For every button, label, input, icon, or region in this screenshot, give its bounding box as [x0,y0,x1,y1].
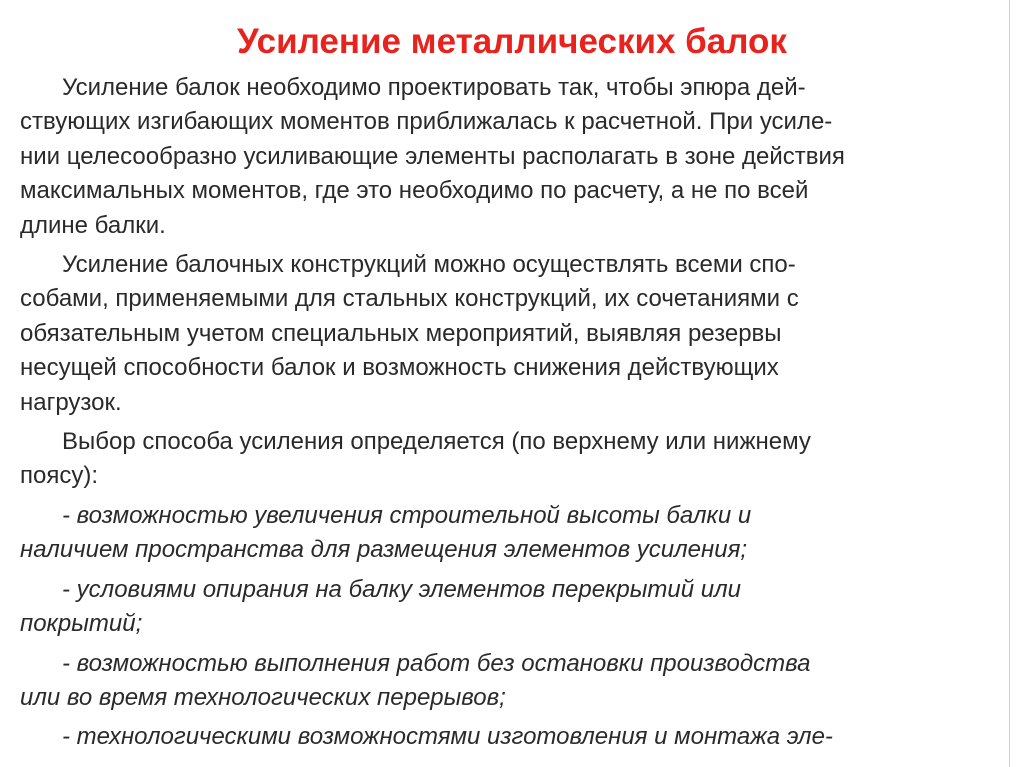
text-line: несущей способности балок и возможность снижения действующих [20,354,779,382]
text-line: нагрузок. [20,388,122,416]
text-line: - технологическими возможностями изготовления и монтажа эле- [62,723,833,751]
text-line: обязательным учетом специальных мероприятий, выявляя резервы [20,319,782,347]
text-line: длине балки. [20,211,166,239]
text-line: нии целесообразно усиливающие элементы располагать в зоне действия [20,142,845,170]
text-line: покрытий; [20,610,143,638]
list-item-support [20,573,990,642]
slide-title: Усиление металлических балок [237,22,787,61]
text-line: Усиление балочных конструкций можно осуществлять всеми спо- [62,251,796,279]
text-line: или во время технологических перерывов; [20,683,506,711]
text-line: - условиями опирания на балку элементов перекрытий или [62,575,742,603]
list-item-height [20,499,990,568]
text-line: Выбор способа усиления определяется (по верхнему или нижнему [62,428,811,456]
paragraph-requirements [20,71,990,243]
text-line: ствующих изгибающих моментов приближалась к расчетной. При усиле- [20,108,833,136]
text-line: собами, применяемыми для стальных конструкций, их сочетаниями с [20,285,799,313]
text-line: наличием пространства для размещения элементов усиления; [20,536,748,564]
list-item-technology [20,720,990,754]
slide-body [20,71,990,760]
text-line: - возможностью выполнения работ без остановки производства [62,649,811,677]
slide-edge-divider [1009,0,1010,767]
text-line: Усиление балок необходимо проектировать так, чтобы эпюра дей- [62,74,806,101]
text-line: максимальных моментов, где это необходимо по расчету, а не по всей [20,177,809,205]
paragraph-methods [20,248,990,420]
text-line: - возможностью увеличения строительной высоты балки и [62,501,752,529]
text-line: поясу): [20,462,98,490]
list-item-works [20,647,990,716]
paragraph-choice [20,425,990,494]
